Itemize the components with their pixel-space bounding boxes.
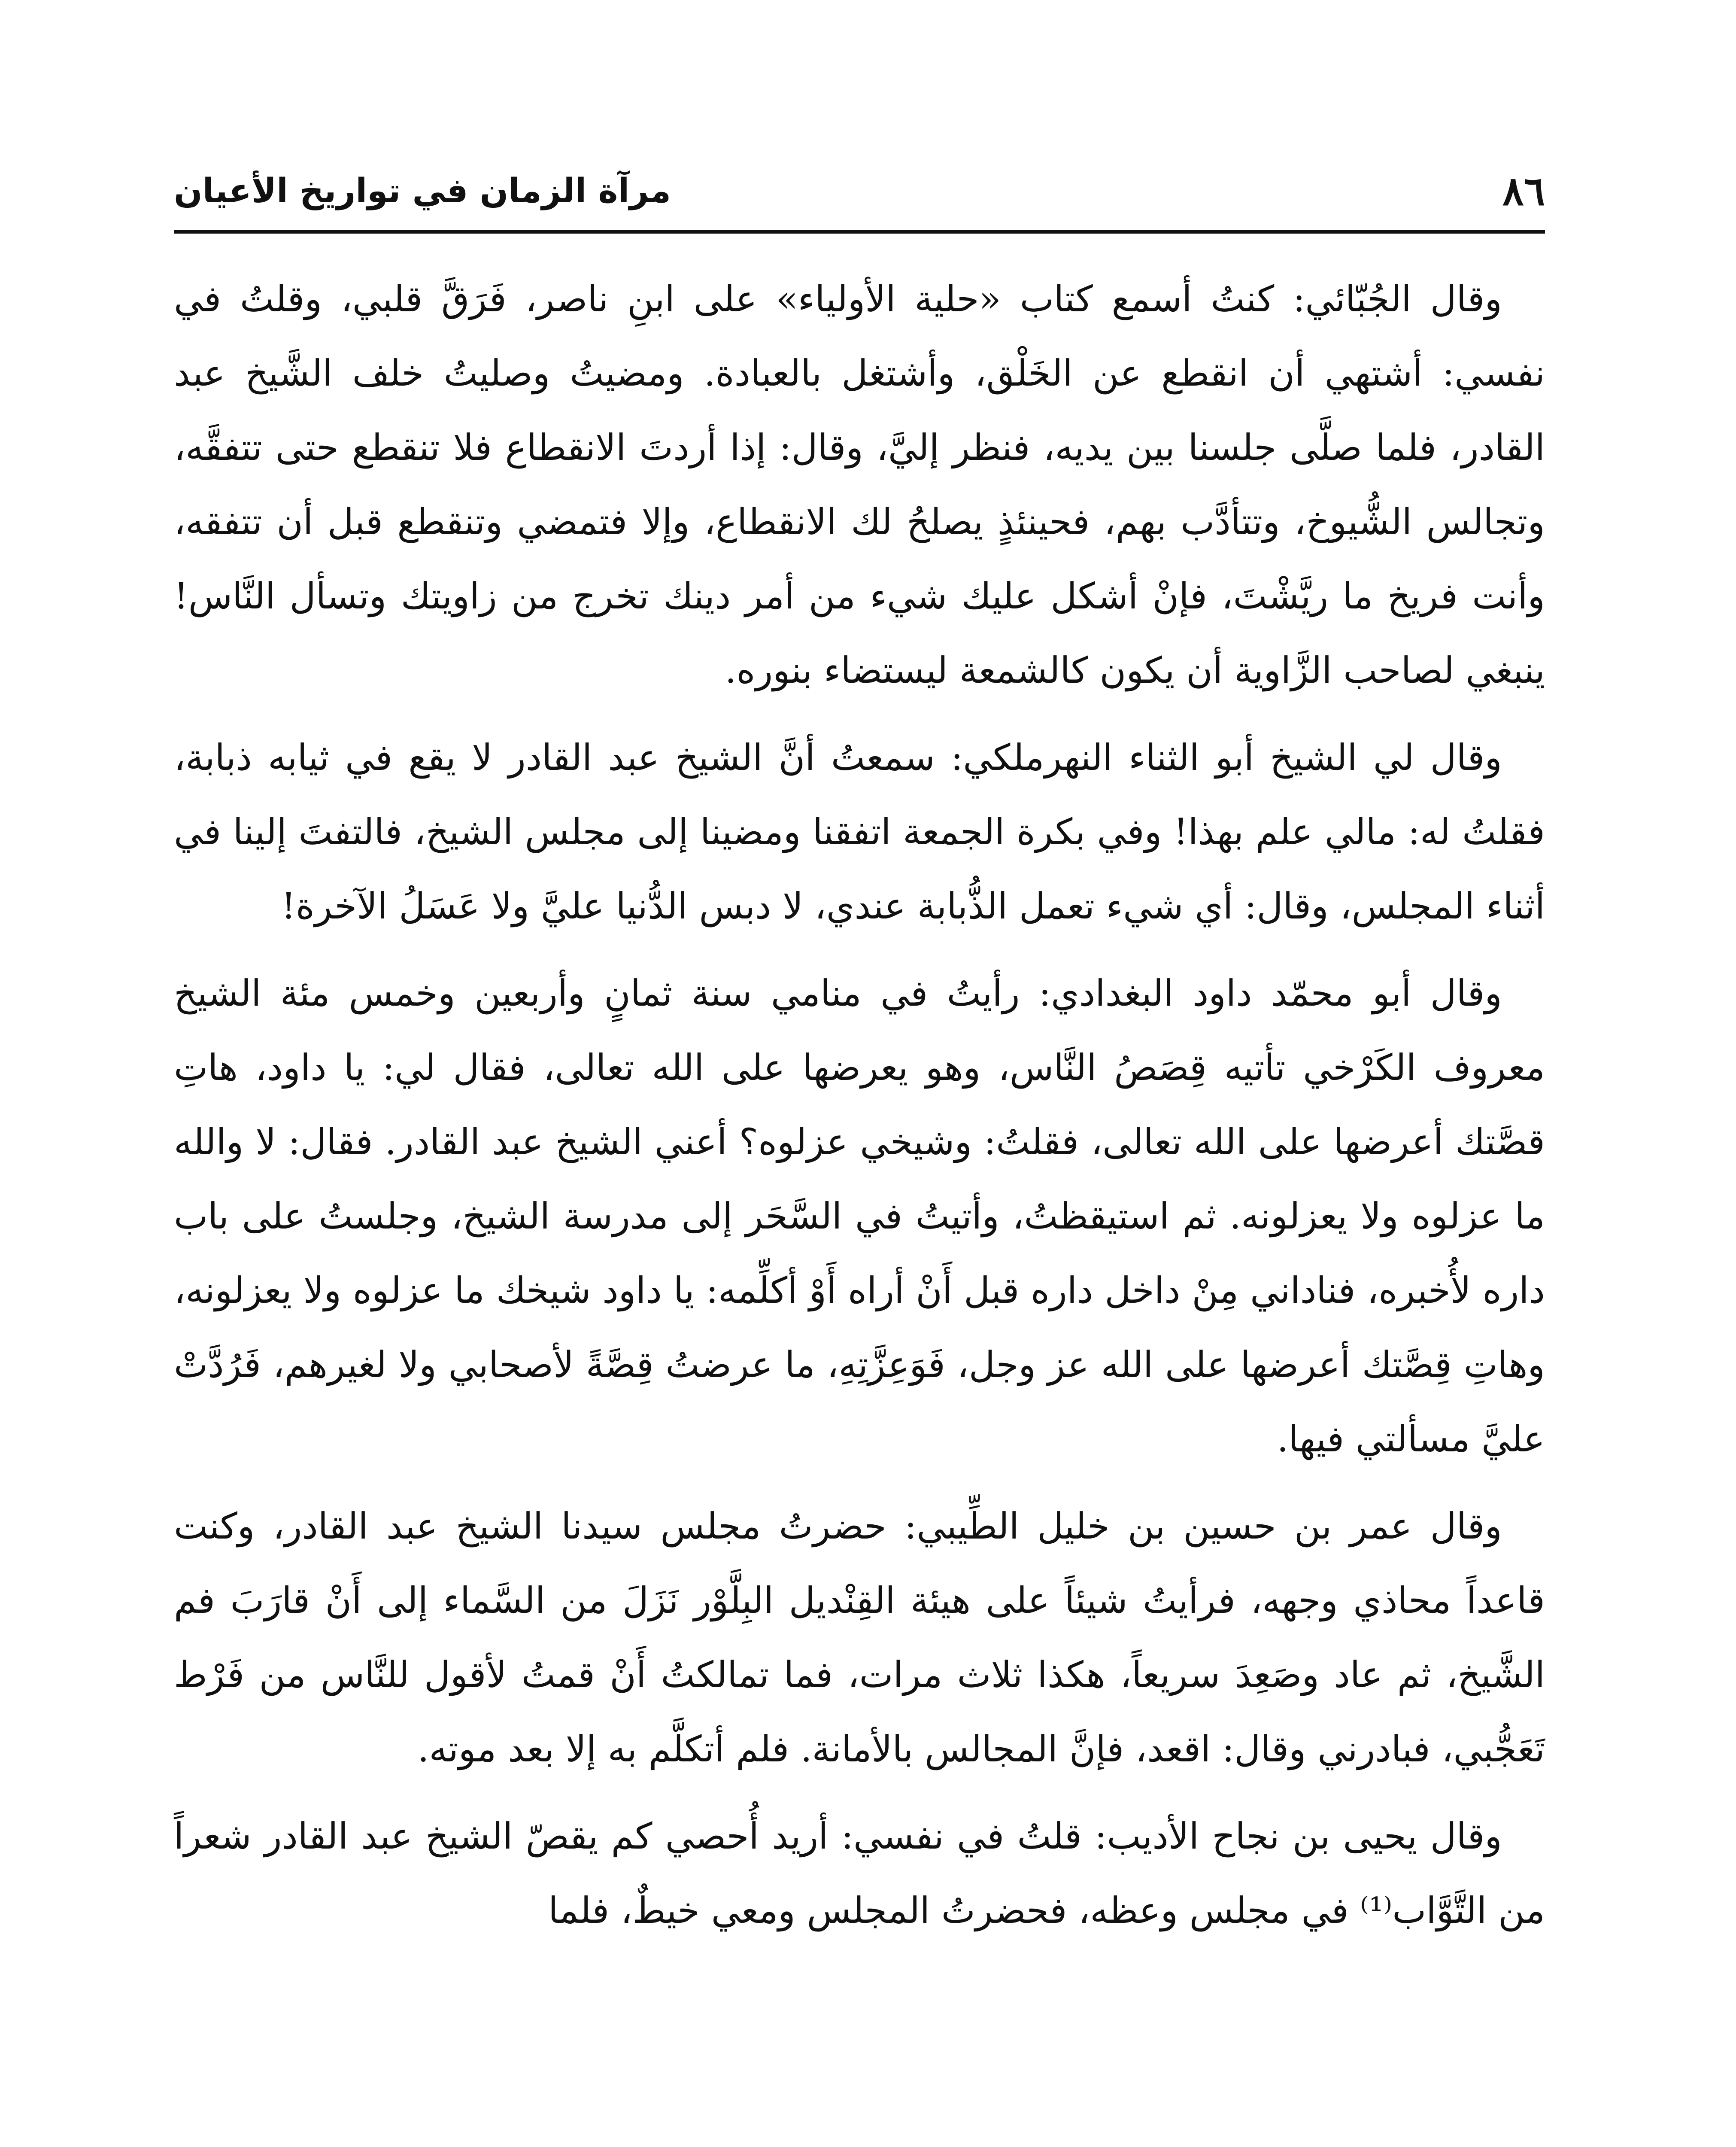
paragraph: وقال أبو محمّد داود البغدادي: رأيتُ في منامي سنة ثمانٍ وأربعين وخمس مئة الشيخ معروف الكَرْخي تأتيه قِصَصُ النَّاس، وهو يعرضها على الله تعالى، فقال لي: يا داود، هاتِ قصَّتك أعرضها على الله تعالى، فقلتُ: وشيخي عزلوه؟ أعني الشيخ عبد القادر. فقال: لا والله ما عزلوه ولا يعزلونه. ثم استيقظتُ، وأتيتُ في السَّحَر إلى مدرسة الشيخ، وجلستُ على باب داره لأُخبره، فناداني مِنْ داخل داره قبل أَنْ أراه أَوْ أكلِّمه: يا داود شيخك ما عزلوه ولا يعزلونه، وهاتِ قِصَّتك أعرضها على الله عز وجل، فَوَعِزَّتِهِ، ما عرضتُ قِصَّةً لأصحابي ولا لغيرهم، فَرُدَّتْ عليَّ مسألتي فيها.: [174, 972, 1545, 1460]
body-text: [174, 262, 1545, 1961]
page-number: ٨٦: [1502, 168, 1545, 214]
running-title: مرآة الزمان في تواريخ الأعيان: [174, 172, 671, 210]
paragraph: وقال يحيى بن نجاح الأديب: قلتُ في نفسي: أريد أُحصي كم يقصّ الشيخ عبد القادر شعراً من التَّوَّاب⁽¹⁾ في مجلس وعظه، فحضرتُ المجلس ومعي خيطٌ، فلما: [174, 1815, 1545, 1931]
page-header: [174, 165, 1545, 217]
paragraph: وقال عمر بن حسين بن خليل الطِّيبي: حضرتُ مجلس سيدنا الشيخ عبد القادر، وكنت قاعداً محاذي وجهه، فرأيتُ شيئاً على هيئة القِنْديل البِلَّوْر نَزَلَ من السَّماء إلى أَنْ قارَبَ فم الشَّيخ، ثم عاد وصَعِدَ سريعاً، هكذا ثلاث مرات، فما تمالكتُ أَنْ قمتُ لأقول للنَّاس من فَرْط تَعَجُّبي، فبادرني وقال: اقعد، فإنَّ المجالس بالأمانة. فلم أتكلَّم به إلا بعد موته.: [174, 1505, 1545, 1770]
paragraph: وقال لي الشيخ أبو الثناء النهرملكي: سمعتُ أنَّ الشيخ عبد القادر لا يقع في ثيابه ذبابة، فقلتُ له: مالي علم بهذا! وفي بكرة الجمعة اتفقنا ومضينا إلى مجلس الشيخ، فالتفتَ إلينا في أثناء المجلس، وقال: أي شيء تعمل الذُّبابة عندي، لا دبس الدُّنيا عليَّ ولا عَسَلُ الآخرة!: [174, 736, 1545, 927]
paragraph: وقال الجُبّائي: كنتُ أسمع كتاب «حلية الأولياء» على ابنِ ناصر، فَرَقَّ قلبي، وقلتُ في نفسي: أشتهي أن انقطع عن الخَلْق، وأشتغل بالعبادة. ومضيتُ وصليتُ خلف الشَّيخ عبد القادر، فلما صلَّى جلسنا بين يديه، فنظر إليَّ، وقال: إذا أردتَ الانقطاع فلا تنقطع حتى تتفقَّه، وتجالس الشُّيوخ، وتتأدَّب بهم، فحينئذٍ يصلحُ لك الانقطاع، وإلا فتمضي وتنقطع قبل أن تتفقه، وأنت فريخ ما ريَّشْتَ، فإنْ أشكل عليك شيء من أمر دينك تخرج من زاويتك وتسأل النَّاس! ينبغي لصاحب الزَّاوية أن يكون كالشمعة ليستضاء بنوره.: [174, 278, 1545, 691]
header-rule: [174, 230, 1545, 234]
